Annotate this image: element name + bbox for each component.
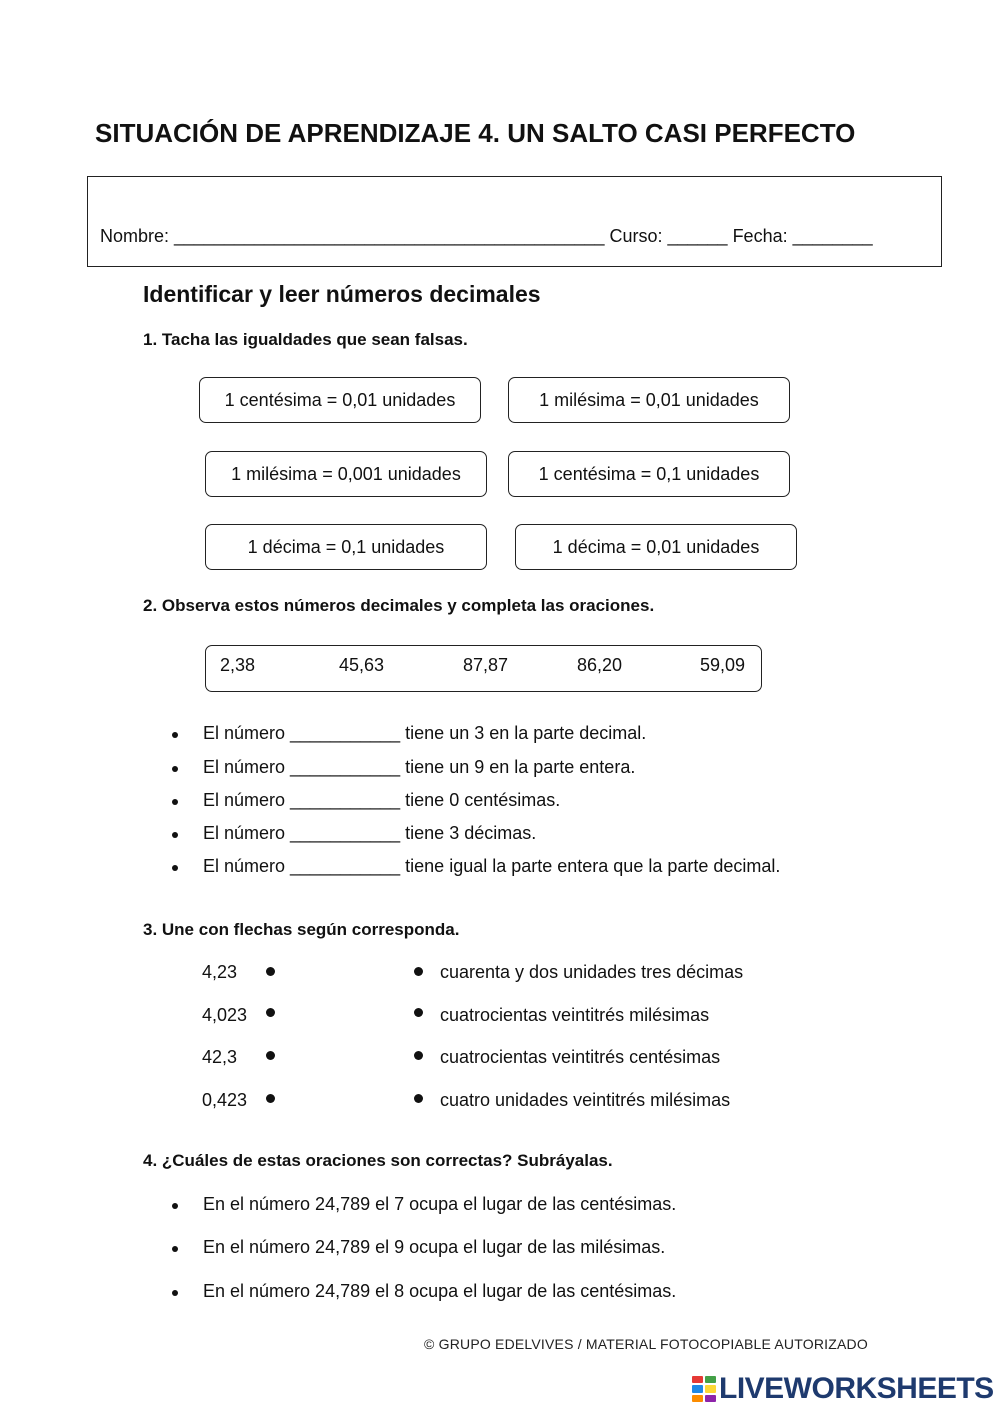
equality-box[interactable]: 1 centésima = 0,1 unidades [508,451,790,497]
decimal-number: 2,38 [220,655,256,675]
fill-in-sentence [172,790,560,811]
fill-in-sentence [172,723,646,744]
sentence-text: El número ___________ tiene 3 décimas. [203,823,537,843]
fill-in-sentence [172,823,536,844]
decimal-number: 87,87 [463,655,509,675]
logo-tile [705,1385,716,1392]
decimal-number: 45,63 [339,655,385,675]
logo-tile [692,1376,703,1383]
sentence-text: En el número 24,789 el 7 ocupa el lugar de las centésimas. [203,1194,677,1214]
logo-icon [692,1376,716,1402]
equality-box[interactable]: 1 milésima = 0,01 unidades [508,377,790,423]
question-1-prompt: 1. Tacha las igualdades que sean falsas. [143,330,468,349]
equality-box[interactable]: 1 centésima = 0,01 unidades [199,377,481,423]
match-right-text: cuatro unidades veintitrés milésimas [440,1090,731,1110]
sentence-text: El número ___________ tiene un 3 en la parte decimal. [203,723,647,743]
student-info-line: Nombre: ___________________________________________ Curso: ______ Fecha: ________ [100,226,873,246]
match-right-dot[interactable] [414,967,423,976]
sentence-text: El número ___________ tiene un 9 en la parte entera. [203,757,636,777]
logo-tile [692,1395,703,1402]
match-left-dot[interactable] [266,967,275,976]
equality-box[interactable]: 1 décima = 0,1 unidades [205,524,487,570]
bullet-icon [172,1290,178,1296]
copyright-footer: © GRUPO EDELVIVES / MATERIAL FOTOCOPIABLE AUTORIZADO [424,1336,868,1352]
question-3-prompt: 3. Une con flechas según corresponda. [143,920,460,939]
decimal-number: 86,20 [577,655,623,675]
match-right-text: cuatrocientas veintitrés milésimas [440,1005,710,1025]
fill-in-sentence [172,856,780,877]
logo-text: LIVEWORKSHEETS [719,1372,994,1405]
bullet-icon [172,1203,178,1209]
fill-in-sentence [172,757,635,778]
underline-sentence[interactable] [172,1281,676,1302]
logo-tile [692,1385,703,1392]
sentence-text: El número ___________ tiene igual la parte entera que la parte decimal. [203,856,781,876]
bullet-icon [172,799,178,805]
decimal-number: 59,09 [700,655,746,675]
match-left-number: 42,3 [202,1047,238,1067]
logo-tile [705,1376,716,1383]
equality-box[interactable]: 1 milésima = 0,001 unidades [205,451,487,497]
equality-box[interactable]: 1 décima = 0,01 unidades [515,524,797,570]
bullet-icon [172,1246,178,1252]
question-4-prompt: 4. ¿Cuáles de estas oraciones son correctas? Subráyalas. [143,1151,613,1170]
student-info-box [87,176,942,267]
match-right-text: cuarenta y dos unidades tres décimas [440,962,744,982]
match-left-dot[interactable] [266,1008,275,1017]
section-subtitle: Identificar y leer números decimales [143,281,541,307]
bullet-icon [172,865,178,871]
match-right-dot[interactable] [414,1008,423,1017]
bullet-icon [172,832,178,838]
bullet-icon [172,766,178,772]
match-left-dot[interactable] [266,1051,275,1060]
match-left-number: 0,423 [202,1090,248,1110]
page-title: SITUACIÓN DE APRENDIZAJE 4. UN SALTO CASI PERFECTO [95,118,856,148]
underline-sentence[interactable] [172,1194,676,1215]
question-2-prompt: 2. Observa estos números decimales y completa las oraciones. [143,596,655,615]
sentence-text: El número ___________ tiene 0 centésimas. [203,790,561,810]
sentence-text: En el número 24,789 el 9 ocupa el lugar de las milésimas. [203,1237,666,1257]
match-right-text: cuatrocientas veintitrés centésimas [440,1047,721,1067]
match-left-dot[interactable] [266,1094,275,1103]
match-left-number: 4,023 [202,1005,248,1025]
logo-tile [705,1395,716,1402]
match-right-dot[interactable] [414,1051,423,1060]
bullet-icon [172,732,178,738]
underline-sentence[interactable] [172,1237,665,1258]
liveworksheets-logo [692,1372,994,1406]
sentence-text: En el número 24,789 el 8 ocupa el lugar de las centésimas. [203,1281,677,1301]
match-right-dot[interactable] [414,1094,423,1103]
match-left-number: 4,23 [202,962,238,982]
